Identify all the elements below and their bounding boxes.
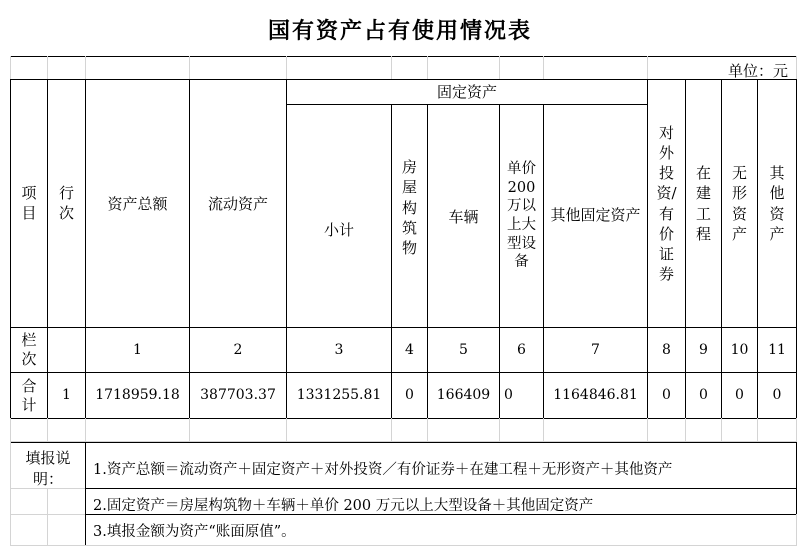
index-cell: 11: [768, 341, 786, 358]
header-xiangmu-text: 项目: [21, 184, 37, 222]
header-cheliang: 车辆: [448, 208, 479, 226]
header-liudong: 流动资产: [207, 194, 268, 213]
total-cell: 1718959.18: [95, 387, 180, 404]
note-item-1: 1.资产总额＝流动资产＋固定资产＋对外投资／有价证券＋在建工程＋无形资产＋其他资产: [93, 462, 673, 478]
row-label-lanci: [11, 328, 47, 372]
index-cell: 5: [459, 341, 468, 358]
total-cell: 0: [735, 387, 744, 404]
index-cell: 4: [405, 341, 414, 358]
total-cell: 0: [772, 387, 782, 404]
header-wuxing: [722, 80, 757, 327]
index-cell: 8: [662, 341, 671, 358]
index-cell: 9: [699, 341, 708, 358]
total-cell: 0: [662, 387, 671, 404]
total-cell: 0: [405, 387, 414, 404]
total-cell: 387703.37: [200, 387, 276, 404]
header-duiwai: [648, 80, 685, 327]
header-qita-zichan-text: 其他资产: [769, 164, 785, 243]
index-cell: 6: [517, 341, 526, 358]
row-label-heji-text: 合计: [21, 376, 37, 414]
total-cell: 1164846.81: [553, 387, 638, 404]
header-xiangmu: [11, 80, 47, 327]
header-duiwai-text: 对外投资/有价证券: [656, 123, 677, 284]
index-cell: 7: [591, 341, 600, 358]
row-label-lanci-text: 栏次: [21, 331, 37, 368]
total-cell: 0: [504, 387, 513, 404]
header-hangci: [48, 80, 85, 327]
unit-label: 单位：元: [727, 62, 788, 80]
index-cell: 3: [334, 341, 344, 358]
header-zaijian: [686, 80, 721, 327]
row-label-heji: [11, 373, 47, 418]
index-cell: 10: [730, 341, 749, 358]
total-line-no: 1: [62, 387, 71, 404]
header-fangwu: [392, 105, 427, 327]
header-hangci-text: 行次: [58, 184, 74, 222]
note-item-2: 2.固定资产＝房屋构筑物＋车辆＋单价 200 万元以上大型设备＋其他固定资产: [93, 498, 594, 514]
header-zaijian-text: 在建工程: [695, 164, 711, 243]
notes-label: 填报说明：: [25, 449, 71, 488]
total-cell: 166409: [436, 387, 491, 404]
header-qita-zichan: [758, 80, 796, 327]
header-guding-group: 固定资产: [436, 83, 497, 101]
header-zichan-zonge: 资产总额: [107, 194, 168, 213]
page-title: 国有资产占有使用情况表: [267, 18, 532, 44]
index-cell: 1: [133, 341, 142, 358]
header-dashebei: [500, 105, 543, 327]
header-dashebei-text: 单价200万以上大型设备: [507, 161, 536, 271]
index-cell: 2: [233, 341, 243, 358]
header-wuxing-text: 无形资产: [731, 164, 747, 243]
header-qita-guding: 其他固定资产: [550, 206, 641, 225]
note-item-3: 3.填报金额为资产“账面原值”。: [93, 524, 296, 540]
header-fangwu-text: 房屋构筑物: [401, 158, 417, 257]
total-cell: 0: [699, 387, 708, 404]
total-cell: 1331255.81: [296, 387, 382, 404]
header-xiaoji: 小计: [323, 221, 354, 239]
